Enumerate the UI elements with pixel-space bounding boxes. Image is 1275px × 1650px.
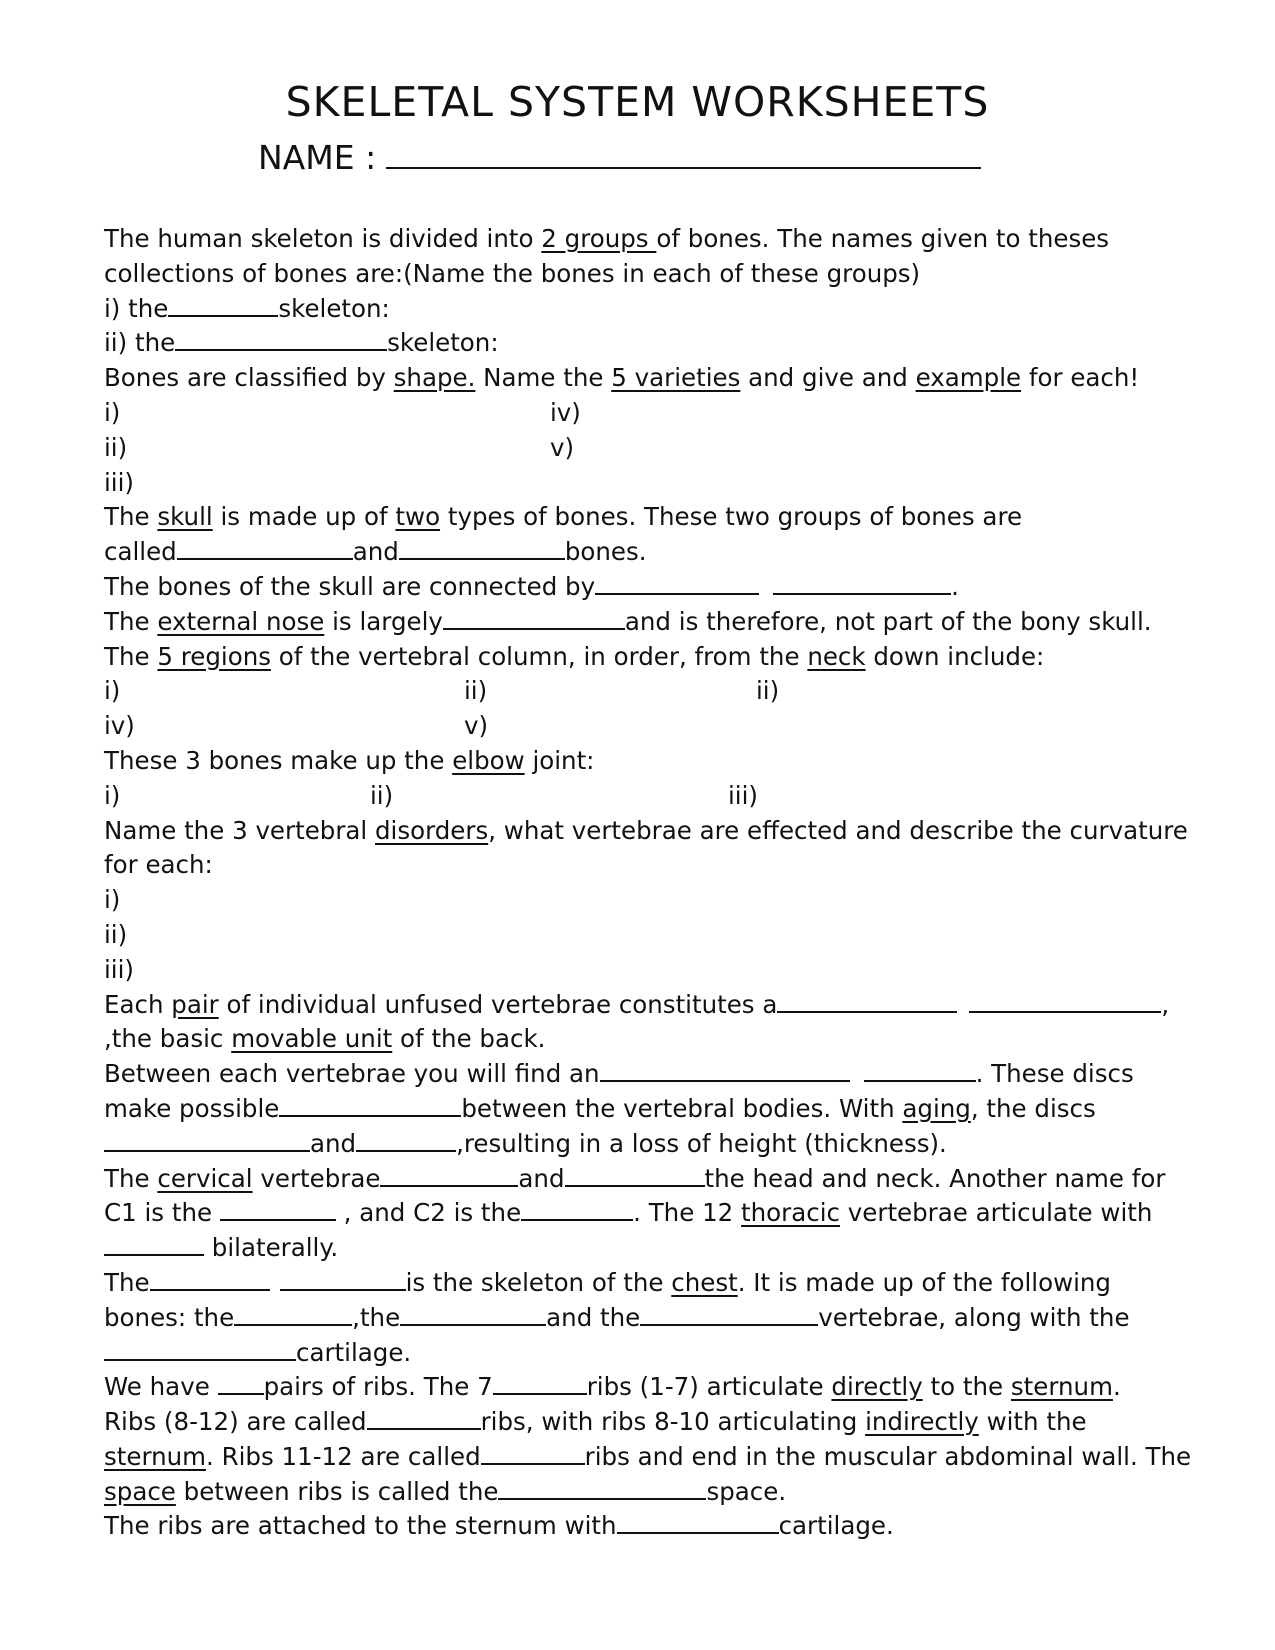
question-line: The skull is made up of two types of bones. These two groups of bones are	[104, 502, 1023, 532]
question-line: space between ribs is called the space.	[104, 1476, 787, 1506]
answer-blank[interactable]	[220, 1197, 336, 1221]
answer-line: i)	[104, 885, 121, 915]
answer-blank[interactable]	[969, 989, 1161, 1013]
answer-blank[interactable]	[640, 1302, 818, 1326]
answer-line: ii) the skeleton:	[104, 328, 499, 358]
answer-blank[interactable]	[773, 571, 951, 595]
question-line: collections of bones are:(Name the bones in each of these groups)	[104, 258, 921, 288]
question-line: for each:	[104, 850, 213, 880]
answer-line: i) iv)	[104, 397, 581, 427]
question-line: We have pairs of ribs. The 7 ribs (1-7) articulate directly to the sternum.	[104, 1372, 1121, 1402]
answer-blank[interactable]	[777, 989, 957, 1013]
answer-blank[interactable]	[493, 1371, 587, 1395]
answer-blank[interactable]	[150, 1267, 270, 1291]
name-label: NAME :	[258, 138, 377, 177]
answer-blank[interactable]	[498, 1476, 706, 1500]
answer-blank[interactable]	[234, 1302, 352, 1326]
answer-blank[interactable]	[367, 1406, 481, 1430]
question-line: Ribs (8-12) are called ribs, with ribs 8-10 articulating indirectly with the	[104, 1407, 1087, 1437]
question-line: Between each vertebrae you will find an . These discs	[104, 1059, 1134, 1089]
answer-line: ii)	[104, 919, 128, 949]
question-line: Name the 3 vertebral disorders, what vertebrae are effected and describe the curvature	[104, 815, 1188, 845]
question-line: bones: the ,the and the vertebrae, along with the	[104, 1302, 1130, 1332]
question-line: sternum. Ribs 11-12 are called ribs and end in the muscular abdominal wall. The	[104, 1441, 1192, 1471]
answer-line: i) ii) iii)	[104, 780, 758, 810]
answer-blank[interactable]	[481, 1441, 585, 1465]
page-title: SKELETAL SYSTEM WORKSHEETS	[285, 78, 990, 126]
question-line: These 3 bones make up the elbow joint:	[104, 745, 595, 775]
answer-blank[interactable]	[400, 1302, 546, 1326]
answer-blank[interactable]	[168, 293, 278, 317]
question-line: ,the basic movable unit of the back.	[104, 1024, 546, 1054]
answer-line: i) the skeleton:	[104, 293, 390, 323]
answer-blank[interactable]	[595, 571, 759, 595]
question-line: The is the skeleton of the chest. It is made up of the following	[104, 1267, 1111, 1297]
question-line: Bones are classified by shape. Name the 5 varieties and give and example for each!	[104, 363, 1140, 393]
name-row	[258, 133, 981, 177]
answer-line: i) ii) ii)	[104, 676, 780, 706]
question-line: called and bones.	[104, 537, 647, 567]
worksheet-body	[104, 222, 1224, 1544]
question-line: The cervical vertebrae and the head and neck. Another name for	[104, 1163, 1166, 1193]
answer-blank[interactable]	[104, 1337, 296, 1361]
question-line: The bones of the skull are connected by .	[104, 571, 959, 601]
answer-blank[interactable]	[443, 606, 625, 630]
question-line: The human skeleton is divided into 2 groups of bones. The names given to theses	[104, 224, 1110, 253]
question-line: cartilage.	[104, 1336, 1224, 1371]
answer-blank[interactable]	[356, 1128, 456, 1152]
question-line: The 5 regions of the vertebral column, in order, from the neck down include:	[104, 641, 1045, 671]
answer-blank[interactable]	[280, 1267, 406, 1291]
question-line: Each pair of individual unfused vertebrae constitutes a ,	[104, 989, 1170, 1019]
name-blank[interactable]	[386, 133, 981, 169]
answer-line: iii)	[104, 954, 134, 984]
answer-blank[interactable]	[177, 536, 353, 560]
question-line: The ribs are attached to the sternum with cartilage.	[104, 1511, 894, 1541]
answer-blank[interactable]	[399, 536, 565, 560]
answer-line: iii)	[104, 467, 134, 497]
answer-blank[interactable]	[380, 1163, 518, 1187]
question-line: The external nose is largely and is therefore, not part of the bony skull.	[104, 606, 1152, 636]
answer-blank[interactable]	[279, 1093, 461, 1117]
answer-blank[interactable]	[218, 1371, 264, 1395]
answer-blank[interactable]	[565, 1163, 705, 1187]
answer-blank[interactable]	[617, 1510, 779, 1534]
answer-blank[interactable]	[600, 1058, 850, 1082]
question-line: make possible between the vertebral bodies. With aging, the discs	[104, 1093, 1096, 1123]
answer-line: iv) v)	[104, 711, 489, 741]
answer-blank[interactable]	[104, 1232, 204, 1256]
answer-blank[interactable]	[864, 1058, 976, 1082]
question-line: bilaterally.	[104, 1231, 1224, 1266]
question-line: and ,resulting in a loss of height (thickness).	[104, 1127, 1224, 1162]
answer-blank[interactable]	[175, 327, 387, 351]
question-line: C1 is the , and C2 is the . The 12 thoracic vertebrae articulate with	[104, 1198, 1153, 1228]
answer-blank[interactable]	[521, 1197, 633, 1221]
answer-line: ii) v)	[104, 432, 575, 462]
answer-blank[interactable]	[104, 1128, 310, 1152]
